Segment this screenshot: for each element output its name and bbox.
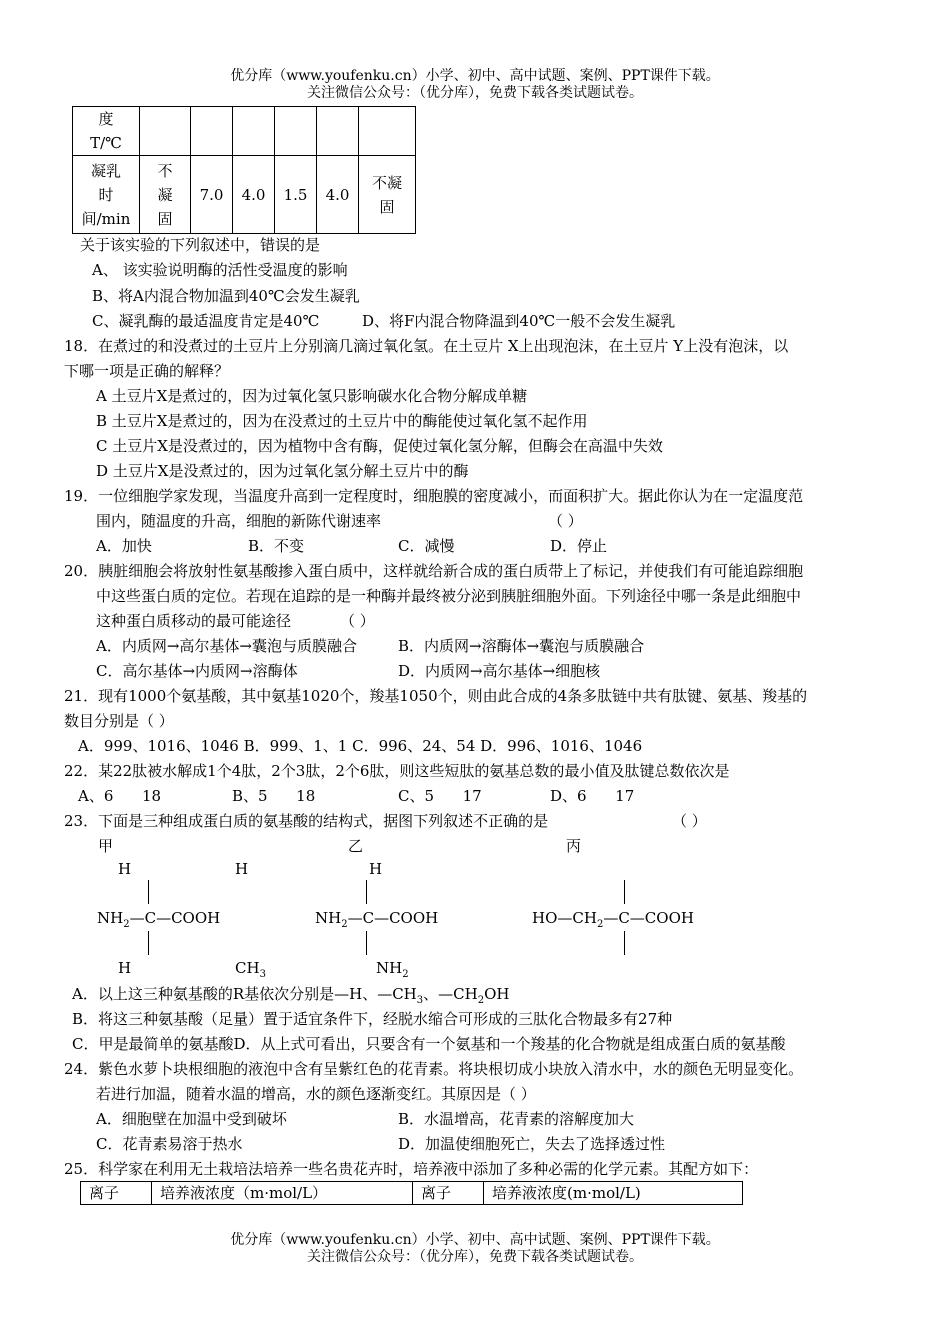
struct-a-bond-down — [148, 931, 149, 955]
q17-stem: 关于该实验的下列叙述中，错误的是 — [80, 236, 321, 254]
q20-stem-1: 20．胰脏细胞会将放射性氨基酸掺入蛋白质中，这样就给新合成的蛋白质带上了标记，并使我们有可能追踪细胞 — [64, 562, 804, 580]
header-line-2: 关注微信公众号：（优分库），免费下载各类试题试卷。 — [307, 85, 643, 101]
q17-option-d: D、将F内混合物降温到40℃一般不会发生凝乳 — [362, 312, 676, 330]
struct-c-bond-up — [624, 880, 625, 904]
q24-option-c: C．花青素易溶于热水 — [96, 1135, 243, 1153]
q23-option-c-d: C．甲是最简单的氨基酸D．从上式可看出，只要含有一个氨基和一个羧基的化合物就是组成蛋白质的氨基酸 — [72, 1035, 786, 1053]
temperature-label: 度 T/℃ — [73, 107, 140, 156]
mid-h: H — [235, 860, 249, 878]
q24-option-a: A．细胞壁在加温中受到破坏 — [96, 1110, 287, 1128]
q24-option-b: B．水温增高，花青素的溶解度加大 — [398, 1110, 635, 1128]
header-ion-1: 离子 — [81, 1182, 152, 1205]
q17-option-c: C、凝乳酶的最适温度肯定是40℃ — [92, 312, 320, 330]
q20-option-d: D．内质网→高尔基体→细胞核 — [398, 662, 601, 680]
q24-option-d: D．加温使细胞死亡，失去了选择透过性 — [398, 1135, 666, 1153]
q18-option-c: C 土豆片X是没煮过的，因为植物中含有酶，促使过氧化氢分解，但酶会在高温中失效 — [96, 437, 663, 455]
struct-a-bond-up — [148, 880, 149, 904]
nutrient-table — [80, 1181, 743, 1205]
q19-stem-2: 围内，随温度的升高，细胞的新陈代谢速率 — [96, 512, 382, 530]
q20-paren: （ ） — [340, 612, 375, 630]
struct-b-top-h: H — [369, 860, 383, 878]
q20-stem-2: 中这些蛋白质的定位。若现在追踪的是一种酶并最终被分泌到胰脏细胞外面。下列途径中哪一条是此细胞中 — [96, 587, 802, 605]
label-yi: 乙 — [348, 837, 364, 855]
footer-line-1: 优分库（www.youfenku.cn）小学、初中、高中试题、案例、PPT课件下载。 — [230, 1232, 720, 1248]
struct-a-bottom-h: H — [118, 959, 132, 977]
q22-option-b: B、5 18 — [232, 787, 316, 805]
struct-c-bond-down — [624, 931, 625, 955]
q20-option-b: B．内质网→溶酶体→囊泡与质膜融合 — [398, 637, 645, 655]
q18-stem-2: 下哪一项是正确的解释？ — [64, 362, 230, 380]
struct-b-bond-up — [366, 880, 367, 904]
header-line-1: 优分库（www.youfenku.cn）小学、初中、高中试题、案例、PPT课件下载。 — [230, 68, 720, 84]
cell-d: 1.5 — [275, 156, 317, 234]
label-jia: 甲 — [98, 837, 114, 855]
struct-b-main: $NH_2—C—COOH$ — [315, 909, 439, 930]
footer-line-2: 关注微信公众号：（优分库），免费下载各类试题试卷。 — [307, 1249, 643, 1265]
q22-option-c: C、5 17 — [398, 787, 482, 805]
q25-stem: 25．科学家在利用无土栽培法培养一些名贵花卉时，培养液中添加了多种必需的化学元素。其配方如下： — [64, 1160, 759, 1178]
q19-option-a: A．加快 — [96, 537, 152, 555]
struct-b-bond-down — [366, 931, 367, 955]
q23-stem: 23．下面是三种组成蛋白质的氨基酸的结构式，据图下列叙述不正确的是 — [64, 812, 549, 830]
struct-b-bottom-nh2: $NH_2$ — [376, 959, 409, 980]
label-bing: 丙 — [566, 837, 582, 855]
q19-option-d: D．停止 — [550, 537, 608, 555]
q17-option-b: B、将A内混合物加温到40℃会发生凝乳 — [92, 287, 360, 305]
cell-a: 不 凝 固 — [140, 156, 191, 234]
q18-option-a: A 土豆片X是煮过的，因为过氧化氢只影响碳水化合物分解成单糖 — [96, 387, 528, 405]
q20-option-a: A．内质网→高尔基体→囊泡与质膜融合 — [96, 637, 357, 655]
q22-option-d: D、6 17 — [550, 787, 635, 805]
q19-option-b: B．不变 — [248, 537, 305, 555]
cell-e: 4.0 — [317, 156, 359, 234]
q22-stem: 22．某22肽被水解成1个4肽，2个3肽，2个6肽，则这些短肽的氨基总数的最小值及肽键总数依次是 — [64, 762, 730, 780]
header-conc-2: 培养液浓度(m·mol/L) — [484, 1182, 743, 1205]
q23-option-a: A．以上这三种氨基酸的R基依次分别是—H、$—CH_3$、$—CH_2OH$ — [72, 985, 510, 1006]
ch3-group: $CH_3$ — [235, 959, 266, 980]
q21-options: A．999、1016、1046 B．999、1、1 C．996、24、54 D．996、1016、1046 — [78, 737, 643, 755]
struct-c-main: $HO—CH_2—C—COOH$ — [532, 909, 694, 930]
q18-stem-1: 18．在煮过的和没煮过的土豆片上分别滴几滴过氧化氢。在土豆片 X上出现泡沫，在土豆片 Y上没有泡沫，以 — [64, 337, 789, 355]
struct-a-main: $NH_2—C—COOH$ — [97, 909, 221, 930]
q24-stem-1: 24．紫色水萝卜块根细胞的液泡中含有呈紫红色的花青素。将块根切成小块放入清水中，水的颜色无明显变化。 — [64, 1060, 804, 1078]
q19-option-c: C．减慢 — [398, 537, 455, 555]
temperature-table — [72, 106, 416, 234]
q21-stem-2: 数目分别是（ ） — [64, 712, 174, 730]
q17-option-a: A、 该实验说明酶的活性受温度的影响 — [92, 261, 348, 279]
cell-c: 4.0 — [233, 156, 275, 234]
q23-paren: （ ） — [672, 812, 707, 830]
header-conc-1: 培养液浓度（m·mol/L） — [152, 1182, 413, 1205]
coagulation-time-label: 凝乳 时 间/min — [73, 156, 140, 234]
q21-stem-1: 21．现有1000个氨基酸，其中氨基1020个，羧基1050个，则由此合成的4条多肽链中共有肽键、氨基、羧基的 — [64, 687, 808, 705]
q18-option-b: B 土豆片X是煮过的，因为在没煮过的土豆片中的酶能使过氧化氢不起作用 — [96, 412, 588, 430]
cell-f: 不凝 固 — [359, 156, 416, 234]
q19-stem-1: 19．一位细胞学家发现，当温度升高到一定程度时，细胞膜的密度减小，而面积扩大。据此你认为在一定温度范 — [64, 487, 804, 505]
q23-option-b: B．将这三种氨基酸（足量）置于适宜条件下，经脱水缩合可形成的三肽化合物最多有27种 — [72, 1010, 673, 1028]
header-ion-2: 离子 — [413, 1182, 484, 1205]
struct-a-top-h: H — [118, 860, 132, 878]
q18-option-d: D 土豆片X是没煮过的，因为过氧化氢分解土豆片中的酶 — [96, 462, 469, 480]
cell-b: 7.0 — [191, 156, 233, 234]
q19-paren: （ ） — [548, 512, 583, 530]
q20-option-c: C．高尔基体→内质网→溶酶体 — [96, 662, 298, 680]
q20-stem-3: 这种蛋白质移动的最可能途径 — [96, 612, 292, 630]
q24-stem-2: 若进行加温，随着水温的增高，水的颜色逐渐变红。其原因是（ ） — [96, 1085, 536, 1103]
q22-option-a: A、6 18 — [78, 787, 162, 805]
